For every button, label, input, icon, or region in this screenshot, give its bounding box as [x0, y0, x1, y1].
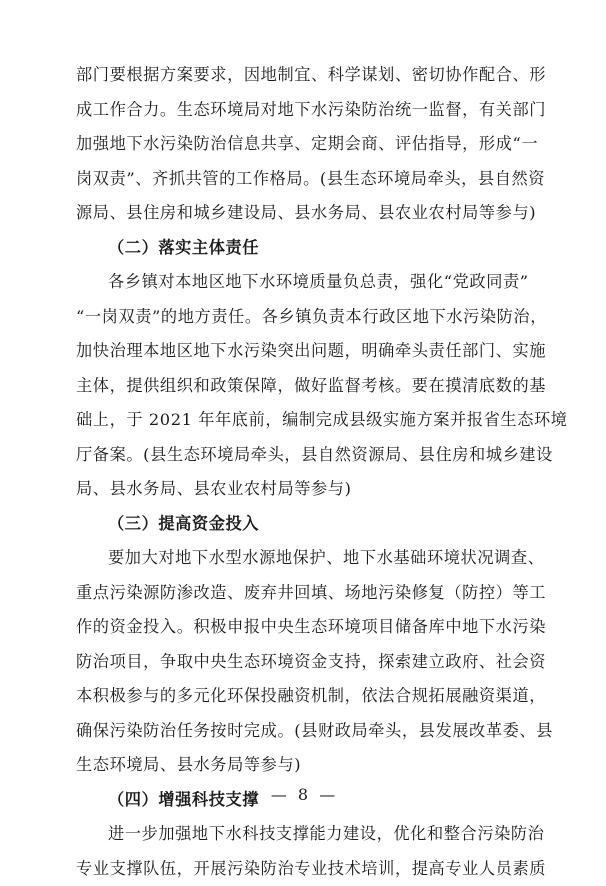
text-line: 局、县水务局、县农业农村局等参与)	[76, 472, 538, 507]
text-line: 进一步加强地下水科技支撑能力建设，优化和整合污染防治	[76, 817, 538, 852]
text-line: 生态环境局、县水务局等参与)	[76, 748, 538, 783]
text-line: 部门要根据方案要求，因地制宜、科学谋划、密切协作配合、形	[76, 58, 538, 93]
section-heading: （三）提高资金投入	[76, 507, 538, 542]
section-heading: （四）增强科技支撑	[76, 783, 538, 818]
text-line: 要加大对地下水型水源地保护、地下水基础环境状况调查、	[76, 541, 538, 576]
text-line: 加强地下水污染防治信息共享、定期会商、评估指导，形成“一	[76, 127, 538, 162]
text-line: 作的资金投入。积极申报中央生态环境项目储备库中地下水污染	[76, 610, 538, 645]
text-line: 成工作合力。生态环境局对地下水污染防治统一监督，有关部门	[76, 93, 538, 128]
text-line: 各乡镇对本地区地下水环境质量负总责，强化“党政同责”	[76, 265, 538, 300]
text-line: 源局、县住房和城乡建设局、县水务局、县农业农村局等参与)	[76, 196, 538, 231]
section-heading: （二）落实主体责任	[76, 231, 538, 266]
text-line: 本积极参与的多元化环保投融资机制，依法合规拓展融资渠道，	[76, 679, 538, 714]
page-number: 8	[298, 785, 308, 804]
text-line: 主体，提供组织和政策保障，做好监督考核。要在摸清底数的基	[76, 369, 538, 404]
text-line: 加快治理本地区地下水污染突出问题，明确牵头责任部门、实施	[76, 334, 538, 369]
text-line: 厅备案。(县生态环境局牵头，县自然资源局、县住房和城乡建设	[76, 438, 538, 473]
page-number-dash-left: —	[271, 785, 287, 804]
page-number-dash-right: —	[319, 785, 335, 804]
page-footer	[0, 785, 606, 805]
text-line: 专业支撑队伍，开展污染防治专业技术培训，提高专业人员素质	[76, 852, 538, 886]
text-line: 岗双责”、齐抓共管的工作格局。(县生态环境局牵头，县自然资	[76, 162, 538, 197]
text-line: 确保污染防治任务按时完成。(县财政局牵头，县发展改革委、县	[76, 714, 538, 749]
body-text	[76, 58, 538, 886]
text-line: 防治项目，争取中央生态环境资金支持，探索建立政府、社会资	[76, 645, 538, 680]
text-line: 础上，于 2021 年年底前，编制完成县级实施方案并报省生态环境	[76, 403, 538, 438]
text-line: “一岗双责”的地方责任。各乡镇负责本行政区地下水污染防治，	[76, 300, 538, 335]
text-line: 重点污染源防渗改造、废弃井回填、场地污染修复（防控）等工	[76, 576, 538, 611]
